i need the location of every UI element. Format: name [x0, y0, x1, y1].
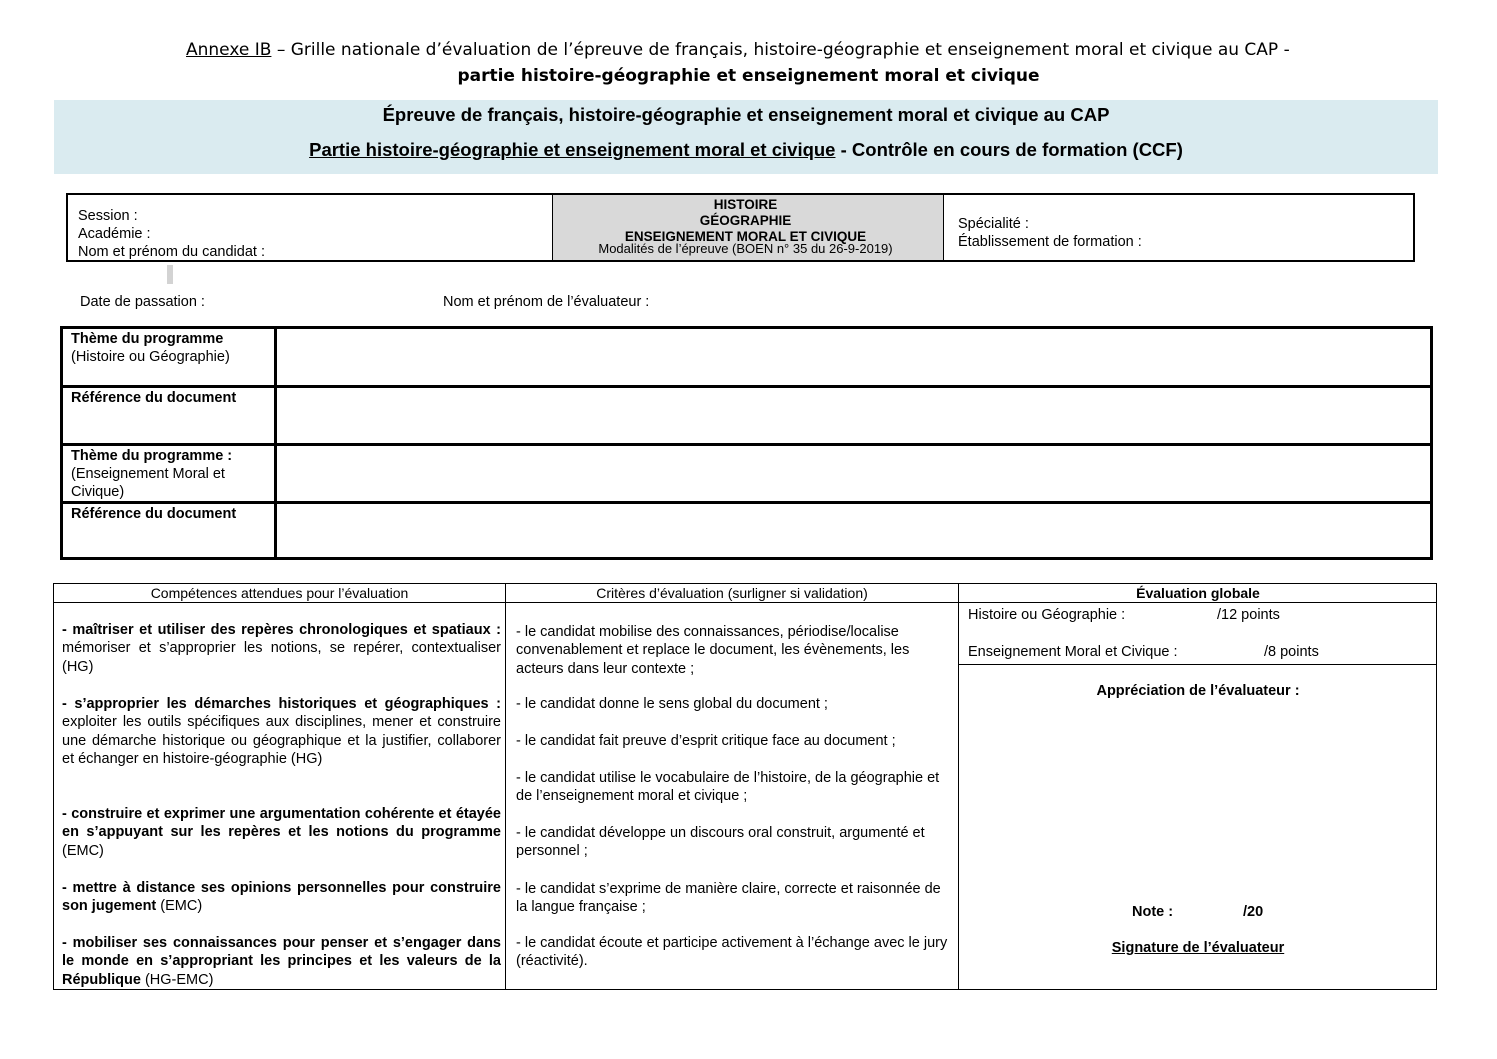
competence-item	[62, 805, 501, 860]
candidate-fields	[78, 207, 265, 261]
score-emc-label: Enseignement Moral et Civique :	[968, 644, 1178, 660]
row-label	[71, 447, 232, 501]
session-label: Session :	[78, 208, 138, 224]
banner-subtitle-underlined: Partie histoire-géographie et enseignement moral et civique	[309, 139, 836, 160]
annex-subtitle: partie histoire-géographie et enseignement moral et civique	[457, 66, 1040, 86]
divider	[167, 265, 173, 284]
divider	[958, 664, 1437, 665]
annex-title	[186, 40, 1290, 60]
note-points: /20	[1243, 904, 1264, 920]
table-row	[63, 388, 1430, 446]
school-fields	[958, 215, 1142, 251]
row-label	[71, 389, 236, 407]
table-row	[63, 504, 1430, 557]
competence-item	[62, 879, 501, 916]
criterion-item: - le candidat s’exprime de manière claire, correcte et raisonnée de la langue française ;	[516, 881, 941, 916]
signature-label: Signature de l’évaluateur	[1111, 940, 1285, 956]
specialite-label: Spécialité :	[958, 216, 1029, 232]
row-label	[71, 505, 236, 523]
candidate-name-label: Nom et prénom du candidat :	[78, 244, 265, 260]
discipline-geographie: GÉOGRAPHIE	[699, 213, 792, 228]
title-banner	[54, 100, 1438, 174]
theme-emc-sub1: (Enseignement Moral et	[71, 466, 225, 482]
table-row	[63, 446, 1430, 504]
score-hg-label: Histoire ou Géographie :	[968, 607, 1126, 623]
competence-bold: - mettre à distance ses opinions personnelles pour construire son jugement	[62, 880, 501, 915]
theme-emc-label: Thème du programme :	[71, 448, 233, 464]
score-hg-points: /12 points	[1217, 607, 1280, 623]
header-competences: Compétences attendues pour l’évaluation	[150, 585, 409, 601]
criterion-item: - le candidat fait preuve d’esprit critique face au document ;	[516, 733, 896, 749]
criterion-item: - le candidat donne le sens global du document ;	[516, 696, 828, 712]
row-label	[71, 330, 230, 366]
grid-header	[54, 584, 1436, 603]
discipline-emc: ENSEIGNEMENT MORAL ET CIVIQUE	[624, 229, 867, 244]
annex-label: Annexe IB	[186, 40, 272, 60]
divider	[505, 584, 506, 989]
theme-hg-label: Thème du programme	[71, 331, 224, 347]
banner-title: Épreuve de français, histoire-géographie et enseignement moral et civique au CAP	[382, 104, 1110, 125]
competence-item	[62, 934, 501, 989]
discipline-histoire: HISTOIRE	[713, 197, 778, 212]
table-row	[63, 329, 1430, 388]
score-emc-points: /8 points	[1264, 644, 1319, 660]
reference-hg-label: Référence du document	[71, 390, 237, 406]
note-label: Note :	[1132, 904, 1174, 920]
etablissement-label: Établissement de formation :	[958, 234, 1142, 250]
reference-emc-label: Référence du document	[71, 506, 237, 522]
banner-subtitle	[54, 139, 1438, 161]
competence-bold: - maîtriser et utiliser des repères chronologiques et spatiaux :	[62, 622, 501, 638]
competence-rest: mémoriser et s’approprier les notions, se repérer, contextualiser (HG)	[62, 640, 501, 675]
appreciation-label: Appréciation de l’évaluateur :	[1096, 683, 1300, 699]
divider	[958, 584, 959, 989]
candidate-info-box	[66, 193, 1415, 262]
criterion-item: - le candidat mobilise des connaissances, périodise/localise convenablement et replace le document, les évènements, les acteurs dans leur contexte ;	[516, 624, 910, 677]
annex-title-rest: – Grille nationale d’évaluation de l’épreuve de français, histoire-géographie et enseignement moral et civique au CAP -	[271, 40, 1290, 60]
competence-bold: - construire et exprimer une argumentation cohérente et étayée en s’appuyant sur les repères et les notions du programme	[62, 806, 501, 841]
competence-rest: (EMC)	[156, 898, 203, 915]
divider	[938, 195, 944, 260]
programme-table	[60, 326, 1433, 560]
date-label: Date de passation :	[80, 294, 205, 310]
banner-subtitle-rest: - Contrôle en cours de formation (CCF)	[835, 139, 1183, 160]
theme-emc-sub2: Civique)	[71, 484, 125, 500]
competence-rest: exploiter les outils spécifiques aux disciplines, mener et construire une démarche historique ou géographique et la justifier, collaborer et échanger en histoire-géographie (HG)	[62, 714, 501, 768]
competence-bold: - s’approprier les démarches historiques et géographiques :	[62, 696, 501, 712]
modalites-label: Modalités de l’épreuve (BOEN n° 35 du 26-9-2019)	[598, 241, 893, 256]
competence-bold: - mobiliser ses connaissances pour penser et s’engager dans le monde en s’appropriant les principes et les valeurs de la République	[62, 935, 501, 988]
criterion-item: - le candidat développe un discours oral construit, argumenté et personnel ;	[516, 825, 925, 860]
competence-item	[62, 695, 501, 769]
evaluation-grid	[53, 583, 1437, 990]
criterion-item: - le candidat écoute et participe activement à l’échange avec le jury (réactivité).	[516, 935, 948, 970]
competence-item	[62, 621, 501, 676]
competence-rest: (HG-EMC)	[140, 971, 214, 988]
competence-rest: (EMC)	[62, 842, 104, 859]
header-criteres: Critères d’évaluation (surligner si validation)	[596, 585, 868, 601]
academie-label: Académie :	[78, 226, 151, 242]
theme-hg-sub: (Histoire ou Géographie)	[71, 349, 230, 365]
discipline-block	[552, 195, 938, 260]
header-evaluation-globale: Évaluation globale	[1136, 585, 1260, 601]
criterion-item: - le candidat utilise le vocabulaire de l’histoire, de la géographie et de l’enseignement moral et civique ;	[516, 770, 940, 805]
evaluator-name-label: Nom et prénom de l’évaluateur :	[443, 294, 650, 310]
